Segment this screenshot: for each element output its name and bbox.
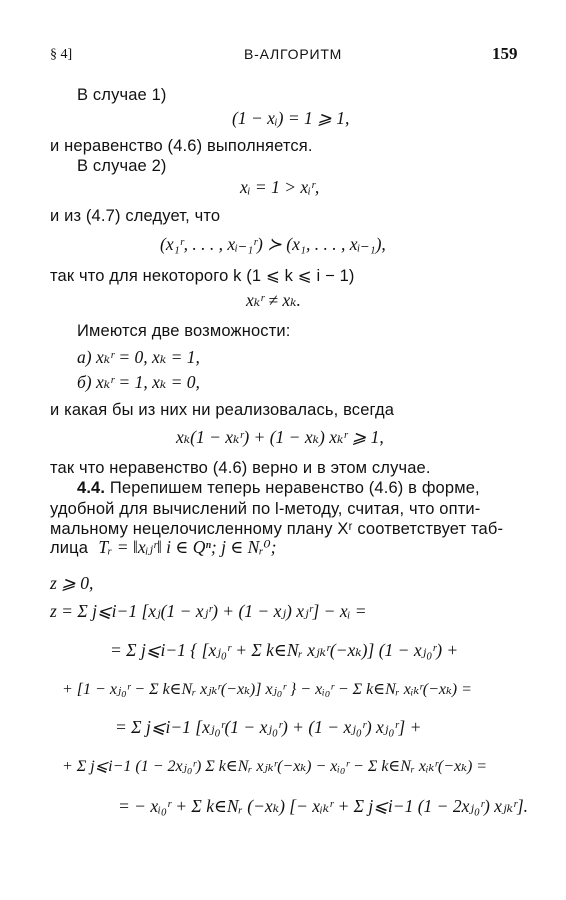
paragraph-line1-text: Перепишем теперь неравенство (4.6) в форме, bbox=[109, 479, 480, 497]
case1-intro: В случае 1) bbox=[77, 86, 167, 104]
so-that-line: так что для некоторого k (1 ⩽ k ⩽ i − 1) bbox=[50, 267, 355, 285]
equation-z-line2: = Σ j⩽i−1 { [xⱼ₀ʳ + Σ k∈Nᵣ xⱼₖʳ(−xₖ)] (1 − xⱼ₀ʳ) + bbox=[110, 640, 459, 660]
equation-z-line5: + Σ j⩽i−1 (1 − 2xⱼ₀ʳ) Σ k∈Nᵣ xⱼₖʳ(−xₖ) − xᵢ₀ʳ − Σ k∈Nᵣ xᵢₖʳ(−xₖ) = bbox=[62, 758, 488, 775]
header-page-number: 159 bbox=[492, 44, 518, 63]
two-options: Имеются две возможности: bbox=[77, 322, 291, 340]
header-section-ref: § 4] bbox=[50, 47, 73, 62]
paragraph-4-4-line1 bbox=[77, 479, 480, 498]
equation-z-line4: = Σ j⩽i−1 [xⱼ₀ʳ(1 − xⱼ₀ʳ) + (1 − xⱼ₀ʳ) xⱼ₀ʳ] + bbox=[115, 717, 422, 737]
whichever-line: и какая бы из них ни реализовалась, всегда bbox=[50, 401, 395, 419]
equation-z-nonnegative: z ⩾ 0, bbox=[50, 573, 94, 593]
paragraph-line4-text: лица bbox=[50, 539, 89, 557]
paragraph-4-4-line4 bbox=[50, 537, 276, 558]
equation-always: xₖ(1 − xₖʳ) + (1 − xₖ) xₖʳ ⩾ 1, bbox=[176, 427, 384, 447]
conclusion: так что неравенство (4.6) верно и в этом случае. bbox=[50, 459, 431, 477]
option-a: а) xₖʳ = 0, xₖ = 1, bbox=[77, 347, 200, 367]
option-b: б) xₖʳ = 1, xₖ = 0, bbox=[77, 372, 200, 392]
equation-vectors: (x₁ʳ, . . . , xᵢ₋₁ʳ) ≻ (x₁, . . . , xᵢ₋₁), bbox=[160, 234, 386, 254]
from-4-7: и из (4.7) следует, что bbox=[50, 207, 221, 225]
equation-z-line6: = − xᵢ₀ʳ + Σ k∈Nᵣ (−xₖ) [− xᵢₖʳ + Σ j⩽i−1 (1 − 2xⱼ₀ʳ) xⱼₖʳ]. bbox=[118, 796, 529, 816]
case1-result: и неравенство (4.6) выполняется. bbox=[50, 137, 313, 155]
table-definition-formula: Tᵣ = ‖xᵢⱼʳ‖ i ∈ Qⁿ; j ∈ Nᵣ⁰; bbox=[98, 537, 277, 557]
equation-z-line1: z = Σ j⩽i−1 [xⱼ(1 − xⱼʳ) + (1 − xⱼ) xⱼʳ] − xᵢ = bbox=[50, 601, 367, 621]
paragraph-4-4-line2: удобной для вычислений по l-методу, считая, что опти- bbox=[50, 500, 481, 518]
equation-case2: xᵢ = 1 > xᵢʳ, bbox=[240, 177, 320, 197]
paragraph-4-4-line3: мальному нецелочисленному плану Xʳ соответствует таб- bbox=[50, 520, 504, 538]
header-title: B-АЛГОРИТМ bbox=[244, 46, 343, 62]
case2-intro: В случае 2) bbox=[77, 157, 167, 175]
equation-not-equal: xₖʳ ≠ xₖ. bbox=[246, 290, 301, 310]
section-number: 4.4. bbox=[77, 479, 106, 497]
equation-z-line3: + [1 − xⱼ₀ʳ − Σ k∈Nᵣ xⱼₖʳ(−xₖ)] xⱼ₀ʳ } − xᵢ₀ʳ − Σ k∈Nᵣ xᵢₖʳ(−xₖ) = bbox=[62, 681, 472, 698]
equation-case1: (1 − xᵢ) = 1 ⩾ 1, bbox=[232, 108, 350, 128]
